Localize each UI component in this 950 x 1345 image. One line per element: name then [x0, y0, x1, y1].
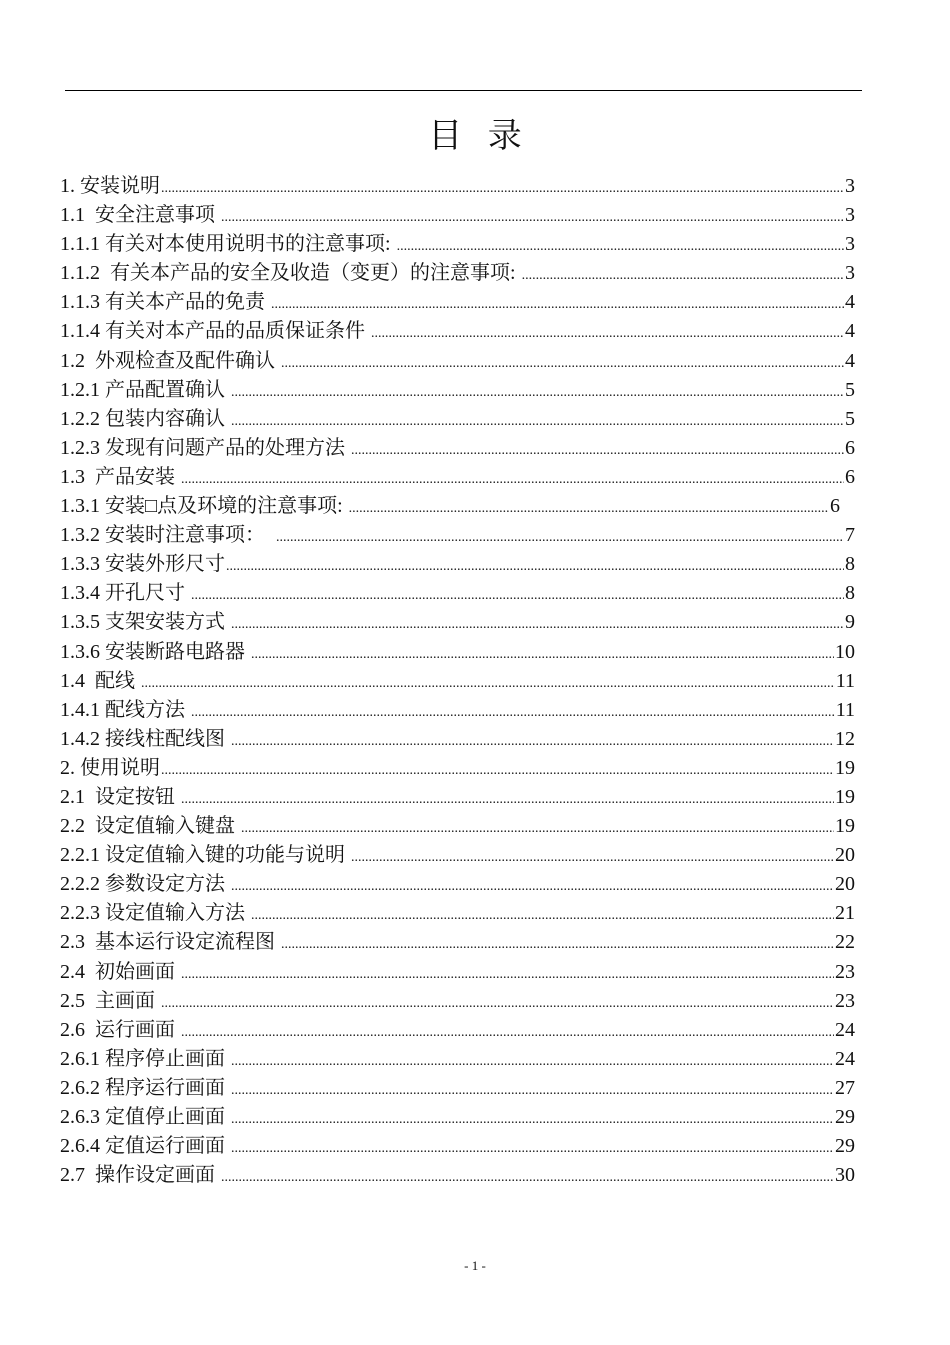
toc-dot-leader — [231, 407, 844, 436]
toc-dot-leader — [271, 290, 844, 319]
toc-dot-leader — [231, 872, 834, 901]
toc-entry[interactable] — [60, 696, 855, 725]
header-rule — [65, 90, 862, 91]
toc-entry[interactable] — [60, 434, 855, 463]
toc-entry-label: 1.4.1 配线方法 — [60, 698, 190, 721]
toc-entry-page: 20 — [835, 844, 855, 867]
toc-entry-label: 2.6.3 定值停止画面 — [60, 1106, 230, 1128]
toc-entry[interactable] — [60, 899, 855, 928]
toc-entry[interactable] — [60, 288, 855, 317]
toc-entry-label: 2.1 设定按钮 — [60, 785, 180, 808]
toc-entry[interactable] — [60, 783, 855, 812]
toc-entry-label: 2.6.4 定值运行画面 — [60, 1135, 230, 1158]
toc-entry[interactable] — [60, 1103, 855, 1132]
toc-dot-leader — [191, 698, 835, 727]
toc-entry[interactable] — [60, 347, 855, 376]
toc-entry-page: 3 — [845, 175, 855, 197]
toc-entry-label: 2.2.1 设定值输入键的功能与说明 — [60, 844, 350, 867]
toc-entry-page: 4 — [845, 320, 855, 343]
toc-entry-label: 1.3.3 安装外形尺寸 — [60, 553, 225, 576]
toc-dot-leader — [351, 436, 844, 465]
toc-entry-label: 2.6 运行画面 — [60, 1018, 180, 1041]
toc-entry[interactable] — [60, 667, 855, 696]
toc-dot-leader — [371, 319, 844, 348]
toc-dot-leader — [349, 494, 829, 523]
toc-dot-leader — [181, 465, 844, 494]
toc-entry[interactable] — [60, 405, 855, 434]
toc-dot-leader — [281, 349, 844, 378]
page-title: 目 录 — [428, 118, 522, 155]
toc-entry-label: 1. 安装说明 — [60, 175, 160, 197]
toc-dot-leader — [181, 785, 834, 814]
toc-entry-label: 1.1.1 有关对本使用说明书的注意事项: — [60, 233, 396, 256]
toc-entry-page: 12 — [835, 727, 855, 750]
toc-dot-leader — [181, 960, 834, 989]
toc-entry-page: 6 — [830, 495, 840, 518]
toc-entry-page: 9 — [845, 611, 855, 634]
toc-dot-leader — [221, 203, 844, 232]
toc-entry[interactable] — [60, 608, 855, 637]
toc-dot-leader — [231, 1134, 834, 1163]
toc-entry-label: 1.3.5 支架安装方式 — [60, 611, 230, 634]
toc-entry[interactable] — [60, 317, 855, 346]
toc-entry-label: 2.2.2 参数设定方法 — [60, 873, 230, 896]
toc-entry-page: 19 — [835, 785, 855, 808]
toc-entry-label: 2.2.3 设定值输入方法 — [60, 902, 250, 925]
toc-dot-leader — [181, 1018, 834, 1047]
toc-entry-page: 3 — [845, 204, 855, 227]
toc-dot-leader — [351, 843, 834, 872]
toc-entry[interactable] — [60, 376, 855, 405]
toc-entry-page: 23 — [835, 960, 855, 983]
toc-entry[interactable] — [60, 870, 855, 899]
toc-dot-leader — [226, 552, 844, 581]
toc-entry[interactable] — [60, 259, 855, 288]
toc-entry-page: 19 — [835, 815, 855, 838]
toc-entry-page: 5 — [845, 407, 855, 430]
toc-entry[interactable] — [60, 463, 855, 492]
toc-dot-leader — [241, 814, 834, 843]
toc-entry-label: 1.3.1 安装□点及环境的注意事项: — [60, 495, 348, 518]
toc-dot-leader — [276, 523, 844, 552]
toc-dot-leader — [522, 261, 844, 290]
toc-entry-page: 29 — [835, 1135, 855, 1158]
toc-entry[interactable] — [60, 928, 855, 957]
toc-entry-page: 29 — [835, 1106, 855, 1128]
toc-entry-label: 1.4 配线 — [60, 669, 140, 692]
toc-entry-label: 1.3 产品安装 — [60, 465, 180, 488]
toc-entry-page: 7 — [845, 524, 855, 547]
toc-entry[interactable] — [60, 638, 855, 667]
toc-dot-leader — [221, 1163, 834, 1192]
toc-entry-page: 8 — [845, 553, 855, 576]
toc-dot-leader — [161, 989, 834, 1018]
toc-entry[interactable] — [60, 987, 855, 1016]
toc-entry-label: 1.1 安全注意事项 — [60, 204, 220, 227]
toc-dot-leader — [161, 756, 834, 785]
toc-dot-leader — [231, 727, 834, 756]
toc-entry-page: 19 — [835, 756, 855, 779]
toc-entry[interactable] — [60, 579, 855, 608]
toc-entry-label: 1.1.4 有关对本产品的品质保证条件 — [60, 320, 370, 343]
toc-entry-page: 3 — [845, 233, 855, 256]
toc-dot-leader — [281, 930, 834, 959]
toc-entry-page: 20 — [835, 873, 855, 896]
toc-entry-label: 1.1.3 有关本产品的免责 — [60, 291, 270, 314]
toc-entry-page: 10 — [835, 640, 855, 663]
toc-dot-leader — [231, 1076, 834, 1105]
toc-entry[interactable] — [60, 201, 855, 230]
toc-dot-leader — [251, 640, 834, 669]
toc-entry-label: 2.6.1 程序停止画面 — [60, 1047, 230, 1070]
toc-entry-page: 6 — [845, 465, 855, 488]
toc-entry-label: 2.6.2 程序运行画面 — [60, 1076, 230, 1099]
toc-entry[interactable] — [60, 492, 840, 521]
toc-entry-page: 27 — [835, 1076, 855, 1099]
toc-entry-label: 1.4.2 接线柱配线图 — [60, 727, 230, 750]
toc-entry-label: 1.3.2 安装时注意事项： — [60, 524, 275, 547]
toc-entry-page: 8 — [845, 582, 855, 605]
toc-entry-label: 1.3.6 安装断路电路器 — [60, 640, 250, 663]
toc-entry-label: 1.2.3 发现有问题产品的处理方法 — [60, 436, 350, 459]
toc-entry-label: 1.2.1 产品配置确认 — [60, 378, 230, 401]
toc-entry[interactable] — [60, 725, 855, 754]
toc-entry[interactable] — [60, 1161, 855, 1190]
toc-entry[interactable] — [60, 958, 855, 987]
toc-entry-label: 2.5 主画面 — [60, 989, 160, 1012]
page-number: - 1 - — [464, 1258, 486, 1273]
toc-entry-label: 1.1.2 有关本产品的安全及收造（变更）的注意事项: — [60, 262, 521, 285]
table-of-contents — [60, 172, 855, 1190]
toc-entry[interactable] — [60, 812, 855, 841]
toc-entry-label: 1.2.2 包装内容确认 — [60, 407, 230, 430]
toc-dot-leader — [141, 669, 835, 698]
toc-entry-label: 2. 使用说明 — [60, 756, 160, 779]
toc-entry-label: 2.7 操作设定画面 — [60, 1164, 220, 1187]
toc-entry[interactable] — [60, 1045, 855, 1074]
toc-dot-leader — [161, 174, 844, 203]
toc-entry-page: 30 — [835, 1164, 855, 1187]
toc-entry-page: 5 — [845, 378, 855, 401]
toc-entry[interactable] — [60, 1132, 855, 1161]
toc-entry-page: 4 — [845, 291, 855, 314]
toc-dot-leader — [231, 1047, 834, 1076]
toc-entry-page: 11 — [835, 698, 855, 721]
toc-entry-label: 2.3 基本运行设定流程图 — [60, 931, 280, 954]
toc-dot-leader — [231, 378, 844, 407]
toc-entry-label: 1.3.4 开孔尺寸 — [60, 582, 190, 605]
toc-entry[interactable] — [60, 521, 855, 550]
toc-dot-leader — [231, 610, 844, 639]
toc-entry[interactable] — [60, 841, 855, 870]
toc-entry[interactable] — [60, 172, 855, 201]
toc-entry-page: 4 — [845, 349, 855, 372]
toc-entry-page: 3 — [845, 262, 855, 285]
toc-dot-leader — [251, 901, 834, 930]
toc-entry-page: 22 — [835, 931, 855, 954]
toc-entry-page: 6 — [845, 436, 855, 459]
toc-entry[interactable] — [60, 1016, 855, 1045]
toc-entry-page: 24 — [835, 1047, 855, 1070]
toc-entry[interactable] — [60, 550, 855, 579]
toc-entry[interactable] — [60, 1074, 855, 1103]
toc-entry-page: 21 — [835, 902, 855, 925]
toc-dot-leader — [191, 581, 844, 610]
toc-entry-label: 1.2 外观检查及配件确认 — [60, 349, 280, 372]
toc-entry-label: 2.4 初始画面 — [60, 960, 180, 983]
toc-entry-page: 11 — [835, 669, 855, 692]
toc-dot-leader — [397, 232, 844, 261]
toc-entry[interactable] — [60, 230, 855, 259]
toc-entry-label: 2.2 设定值输入键盘 — [60, 815, 240, 838]
toc-dot-leader — [231, 1105, 834, 1134]
toc-entry[interactable] — [60, 754, 855, 783]
toc-entry-page: 23 — [835, 989, 855, 1012]
toc-entry-page: 24 — [835, 1018, 855, 1041]
